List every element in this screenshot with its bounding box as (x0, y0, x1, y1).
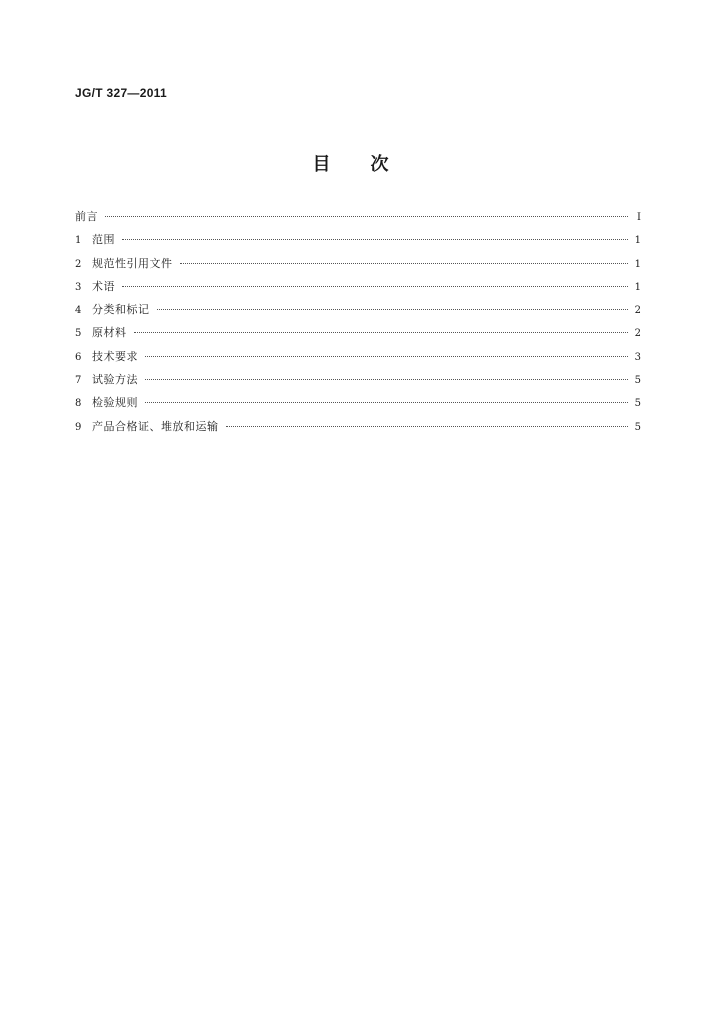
toc-entry-label: 分类和标记 (92, 303, 150, 317)
toc-entry-number: 7 (75, 375, 82, 387)
toc-entry-label: 原材料 (92, 326, 127, 340)
toc-entry-number: 1 (75, 235, 82, 247)
toc-entry-label: 规范性引用文件 (92, 256, 173, 270)
toc-entry-page: 3 (634, 351, 641, 363)
toc-leader-dots (145, 379, 628, 380)
toc-entry-page: 5 (634, 375, 641, 387)
toc-entry-label: 术语 (92, 279, 115, 293)
toc-entry-technical-requirements[interactable] (75, 348, 641, 371)
toc-entry-page: 1 (634, 258, 641, 270)
toc-entry-scope[interactable] (75, 231, 641, 254)
toc-entry-page: 2 (634, 328, 641, 340)
toc-entry-page: 1 (634, 281, 641, 293)
toc-entry-number: 8 (75, 398, 82, 410)
toc-entry-inspection-rules[interactable] (75, 394, 641, 417)
toc-entry-page: 5 (634, 421, 641, 433)
toc-entry-normative-references[interactable] (75, 255, 641, 278)
toc-entry-page: 1 (634, 235, 641, 247)
toc-leader-dots (157, 309, 629, 310)
toc-entry-page: Ⅰ (637, 212, 641, 223)
toc-title-char-1: 目 (312, 154, 331, 175)
toc-leader-dots (134, 332, 629, 333)
toc-leader-dots (226, 426, 629, 427)
toc-entry-label: 技术要求 (92, 349, 138, 363)
toc-entry-label: 范围 (92, 233, 115, 247)
toc-leader-dots (145, 356, 628, 357)
toc-leader-dots (180, 263, 629, 264)
toc-entry-raw-materials[interactable] (75, 324, 641, 347)
toc-entry-classification[interactable] (75, 301, 641, 324)
toc-entry-label: 检验规则 (92, 396, 138, 410)
toc-list (75, 208, 641, 441)
toc-entry-test-methods[interactable] (75, 371, 641, 394)
toc-entry-label: 前言 (75, 210, 98, 223)
toc-entry-label: 试验方法 (92, 373, 138, 387)
toc-entry-page: 5 (634, 398, 641, 410)
toc-leader-dots (105, 216, 628, 217)
toc-entry-terms[interactable] (75, 278, 641, 301)
toc-leader-dots (122, 239, 628, 240)
toc-entry-number: 9 (75, 421, 82, 433)
toc-leader-dots (122, 286, 628, 287)
toc-entry-page: 2 (634, 305, 641, 317)
standard-code: JG/T 327—2011 (75, 86, 167, 100)
toc-entry-number: 4 (75, 305, 82, 317)
toc-entry-certificate-storage-transport[interactable] (75, 418, 641, 441)
toc-entry-number: 3 (75, 281, 82, 293)
toc-entry-number: 2 (75, 258, 82, 270)
toc-entry-number: 6 (75, 351, 82, 363)
toc-entry-label: 产品合格证、堆放和运输 (92, 419, 219, 433)
toc-title-char-2: 次 (370, 154, 389, 175)
toc-entry-number: 5 (75, 328, 82, 340)
toc-entry-foreword[interactable] (75, 208, 641, 231)
toc-leader-dots (145, 402, 628, 403)
toc-title (0, 150, 701, 176)
